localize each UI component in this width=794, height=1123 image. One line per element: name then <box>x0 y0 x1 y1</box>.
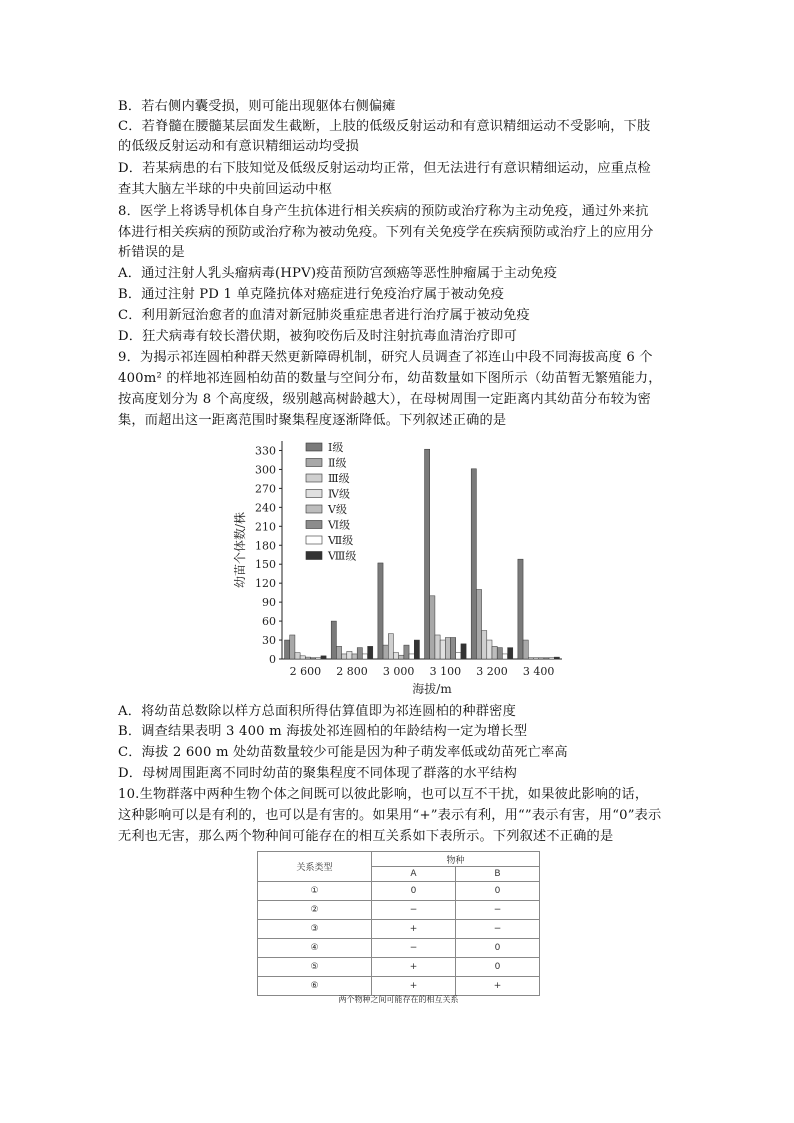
species-a-cell: + <box>372 920 456 939</box>
option-text: B．若右侧内囊受损，则可能出现躯体右侧偏瘫 <box>118 99 396 114</box>
bar <box>508 648 513 659</box>
bar <box>321 656 326 659</box>
option-text: C．利用新冠治愈者的血清对新冠肺炎重症患者进行治疗属于被动免疫 <box>118 308 530 323</box>
x-tick-label: 3 400 <box>522 665 555 678</box>
bar <box>414 640 419 659</box>
option-text: A．通过注射人乳头瘤病毒(HPV)疫苗预防宫颈癌等恶性肿瘤属于主动免疫 <box>118 266 558 281</box>
option-text: B．通过注射 PD 1 单克隆抗体对癌症进行免疫治疗属于被动免疫 <box>118 287 505 302</box>
option-text: B．调查结果表明 3 400 m 海拔处祁连圆柏的年龄结构一定为增长型 <box>118 724 528 739</box>
bar <box>342 654 347 659</box>
bar <box>399 655 404 659</box>
bar <box>440 640 445 659</box>
relation-type-cell: ① <box>258 882 372 901</box>
bar <box>290 635 295 659</box>
table-row <box>258 958 540 977</box>
relation-type-cell: ⑥ <box>258 977 372 996</box>
legend-label: Ⅵ级 <box>328 518 351 532</box>
y-tick-label: 180 <box>255 539 276 553</box>
legend-swatch <box>306 505 322 513</box>
y-axis-label: 幼苗个体数/株 <box>233 511 247 589</box>
species-b-cell: 0 <box>455 882 539 901</box>
species-a-cell: 0 <box>372 882 456 901</box>
legend-label: Ⅴ级 <box>328 503 347 516</box>
legend-swatch <box>306 459 322 467</box>
bar <box>295 653 300 659</box>
legend-label: Ⅳ级 <box>328 487 350 501</box>
bar <box>549 658 554 659</box>
header-species: 物种 <box>372 852 540 867</box>
bar <box>518 559 523 659</box>
bar <box>316 658 321 659</box>
header-relation-type: 关系类型 <box>258 852 372 882</box>
bar <box>352 654 357 659</box>
option-text: D．母树周围距离不同时幼苗的聚集程度不同体现了群落的水平结构 <box>118 766 518 781</box>
bar <box>544 658 549 659</box>
bar <box>336 646 341 659</box>
y-tick-label: 240 <box>255 501 276 515</box>
species-a-cell: − <box>372 901 456 920</box>
species-a-cell: + <box>372 977 456 996</box>
bar <box>539 658 544 659</box>
legend-swatch <box>306 490 322 498</box>
bar <box>430 596 435 659</box>
bar <box>300 656 305 659</box>
question-text: 体进行相关疾病的预防或治疗称为被动免疫。下列有关免疫学在疾病预防或治疗上的应用分 <box>118 225 654 240</box>
bar <box>383 645 388 659</box>
bar <box>482 631 487 659</box>
question-text: 10.生物群落中两种生物个体之间既可以彼此影响，也可以互不干扰，如果彼此影响的话， <box>118 787 649 802</box>
table-row <box>258 901 540 920</box>
option-text: 查其大脑左半球的中央前回运动中枢 <box>118 182 333 197</box>
legend-label: Ⅷ级 <box>328 549 357 563</box>
x-tick-label: 2 600 <box>289 665 322 678</box>
bar <box>409 654 414 659</box>
x-axis-label: 海拔/m <box>412 682 452 696</box>
bar <box>497 648 502 659</box>
bar <box>404 645 409 659</box>
bar <box>305 657 310 659</box>
question-text: 按高度划分为 8 个高度级，级别越高树龄越大），在母树周围一定距离内其幼苗分布较为密 <box>118 392 651 407</box>
bar <box>378 563 383 659</box>
table-caption: 两个物种之间可能存在的相互关系 <box>338 995 459 1004</box>
seedling-bar-chart <box>230 435 570 697</box>
x-tick-label: 2 800 <box>336 665 368 678</box>
legend-swatch <box>306 443 322 451</box>
legend-label: Ⅶ级 <box>328 534 354 547</box>
question-text: 8．医学上将诱导机体自身产生抗体进行相关疾病的预防或治疗称为主动免疫，通过外来抗 <box>118 204 649 219</box>
x-tick-label: 3 100 <box>429 665 462 678</box>
question-text: 400m² 的样地祁连圆柏幼苗的数量与空间分布，幼苗数量如下图所示（幼苗暂无繁殖能力， <box>118 371 662 386</box>
y-tick-label: 90 <box>262 596 276 610</box>
question-text: 这种影响可以是有利的，也可以是有害的。如果用“+”表示有利，用“”表示有害，用“0”表示 <box>118 808 662 823</box>
bar <box>471 469 476 659</box>
bar <box>357 648 362 659</box>
bar <box>311 658 316 659</box>
bar <box>451 638 456 659</box>
bar <box>388 634 393 659</box>
species-b-cell: 0 <box>455 939 539 958</box>
table-row <box>258 882 540 901</box>
species-a-cell: + <box>372 958 456 977</box>
bar <box>456 653 461 659</box>
bar <box>347 651 352 659</box>
question-text: 析错误的是 <box>118 245 185 260</box>
y-tick-label: 330 <box>255 444 276 458</box>
x-tick-label: 3 200 <box>476 665 508 678</box>
table-row <box>258 977 540 996</box>
bar <box>523 640 528 659</box>
option-text: D．狂犬病毒有较长潜伏期，被狗咬伤后及时注射抗毒血清治疗即可 <box>118 329 518 344</box>
species-a-cell: − <box>372 939 456 958</box>
y-tick-label: 30 <box>262 634 276 648</box>
bar <box>502 654 507 659</box>
legend-swatch <box>306 521 322 529</box>
bar <box>476 589 481 659</box>
legend-label: Ⅰ级 <box>328 441 344 454</box>
relation-type-cell: ② <box>258 901 372 920</box>
species-b-cell: 0 <box>455 958 539 977</box>
bar <box>285 640 290 659</box>
bar <box>528 658 533 659</box>
relation-table <box>257 851 540 996</box>
bar <box>554 657 559 659</box>
option-text: D．若某病患的右下肢知觉及低级反射运动均正常，但无法进行有意识精细运动，应重点检 <box>118 161 651 176</box>
relation-type-cell: ④ <box>258 939 372 958</box>
legend-swatch <box>306 536 322 544</box>
table-row <box>258 920 540 939</box>
bar <box>461 644 466 659</box>
y-tick-label: 300 <box>255 463 276 477</box>
option-text: C．海拔 2 600 m 处幼苗数量较少可能是因为种子萌发率低或幼苗死亡率高 <box>118 745 568 760</box>
option-text: C．若脊髓在腰髓某层面发生截断，上肢的低级反射运动和有意识精细运动不受影响，下肢 <box>118 119 651 134</box>
y-tick-label: 120 <box>255 577 276 591</box>
species-b-cell: − <box>455 901 539 920</box>
question-text: 无利也无害，那么两个物种间可能存在的相互关系如下表所示。下列叙述不正确的是 <box>118 829 614 844</box>
table-row <box>258 939 540 958</box>
header-species-a: A <box>372 867 456 882</box>
bar <box>362 654 367 659</box>
header-species-b: B <box>455 867 539 882</box>
bar <box>368 646 373 659</box>
bar <box>533 658 538 659</box>
y-tick-label: 150 <box>255 558 276 572</box>
question-text: 集，而超出这一距离范围时聚集程度逐渐降低。下列叙述正确的是 <box>118 413 507 428</box>
legend-swatch <box>306 552 322 560</box>
legend-label: Ⅲ级 <box>328 472 350 485</box>
option-text: A．将幼苗总数除以样方总面积所得估算值即为祁连圆柏的种群密度 <box>118 704 516 719</box>
bar <box>445 638 450 659</box>
y-tick-label: 210 <box>255 520 276 534</box>
bar <box>435 635 440 659</box>
y-tick-label: 270 <box>255 482 276 496</box>
bar <box>492 646 497 659</box>
relation-type-cell: ⑤ <box>258 958 372 977</box>
x-tick-label: 3 000 <box>382 665 415 678</box>
bar <box>393 653 398 659</box>
bar <box>425 449 430 659</box>
species-b-cell: + <box>455 977 539 996</box>
relation-table-wrap <box>257 851 540 996</box>
y-tick-label: 60 <box>262 615 276 629</box>
bar <box>487 640 492 659</box>
question-text: 9．为揭示祁连圆柏种群天然更新障碍机制，研究人员调查了祁连山中段不同海拔高度 6 个 <box>118 350 653 365</box>
relation-type-cell: ③ <box>258 920 372 939</box>
bar <box>331 621 336 659</box>
species-b-cell: − <box>455 920 539 939</box>
option-text: 的低级反射运动和有意识精细运动均受损 <box>118 139 359 154</box>
legend-swatch <box>306 474 322 482</box>
y-tick-label: 0 <box>269 653 276 666</box>
legend-label: Ⅱ级 <box>328 456 347 470</box>
